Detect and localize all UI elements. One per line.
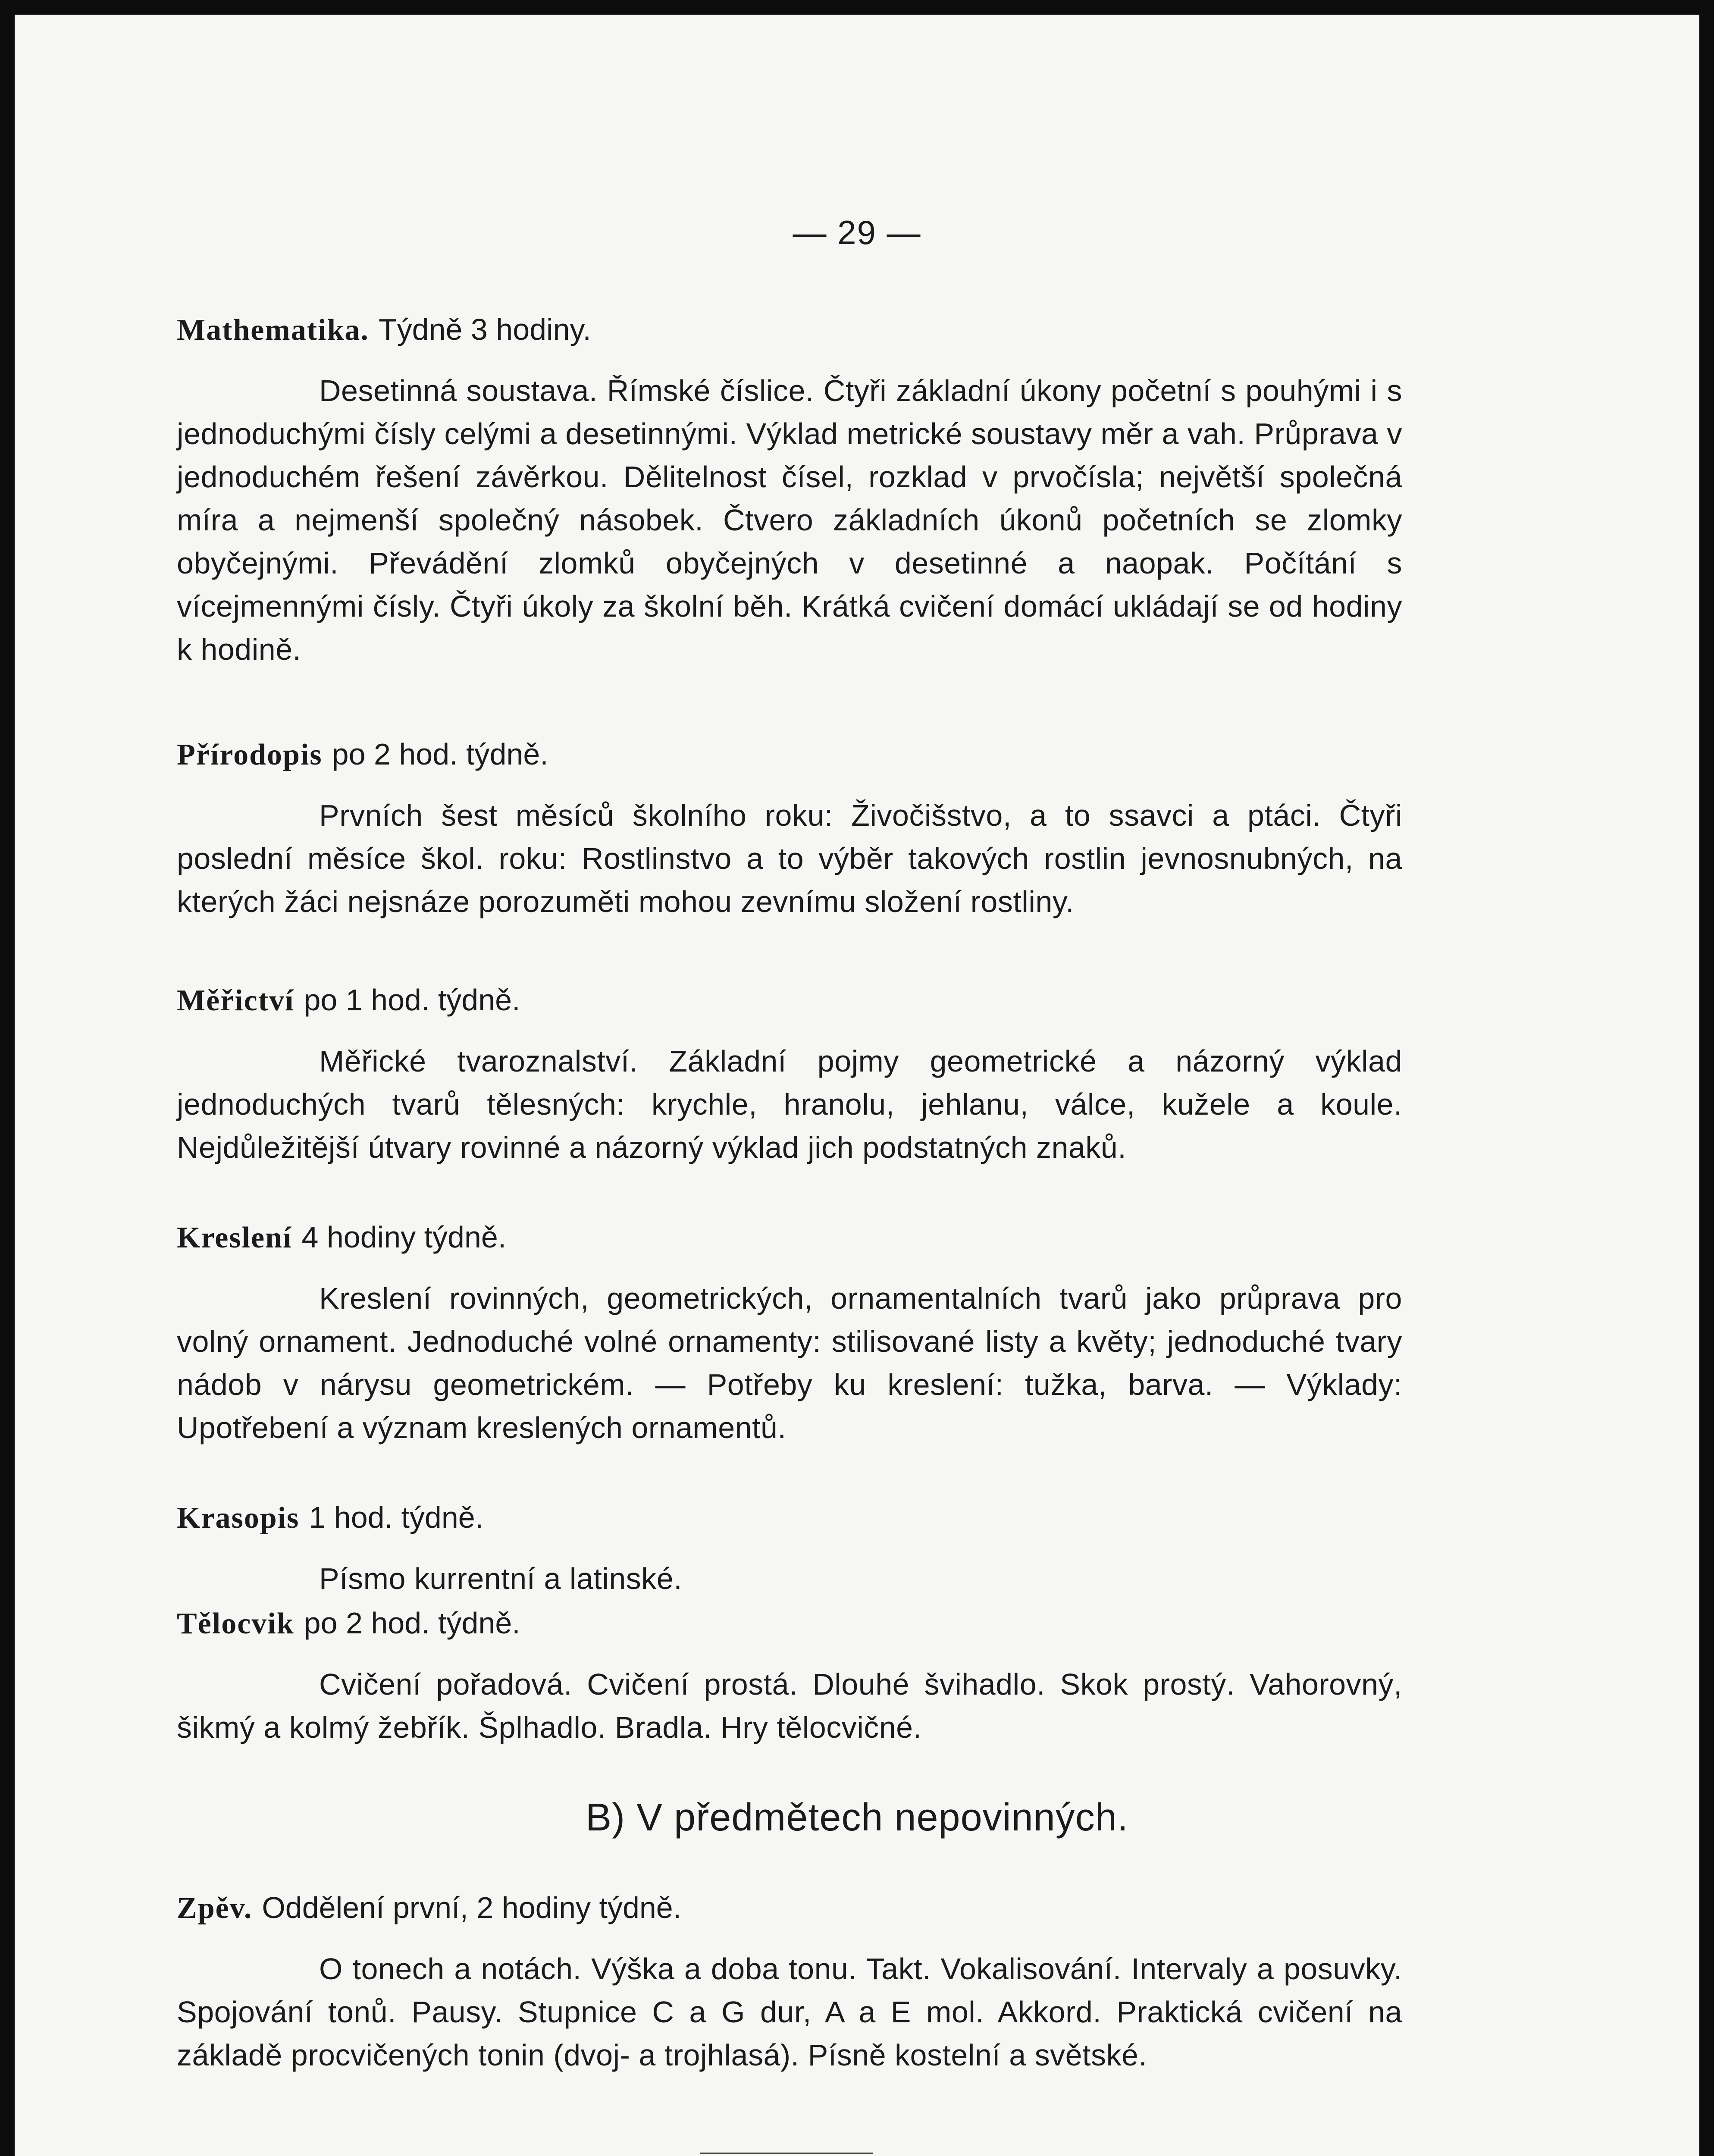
- section-krasopis: [177, 1496, 1402, 1600]
- section-hours: po 2 hod. týdně.: [332, 737, 548, 771]
- section-kresleni: [177, 1216, 1402, 1449]
- closing-divider: [700, 2153, 873, 2154]
- section-telocvik: [177, 1601, 1402, 1749]
- section-hours: 1 hod. týdně.: [309, 1501, 484, 1534]
- section-text: Cvičení pořadová. Cvičení prostá. Dlouhé švihadlo. Skok prostý. Vahorovný, šikmý a kolmý žebřík. Šplhadlo. Bradla. Hry tělocvičné.: [177, 1667, 1402, 1744]
- section-title: Mathematika.: [177, 313, 369, 347]
- section-title: Kreslení: [177, 1221, 292, 1254]
- section-text: O tonech a notách. Výška a doba tonu. Takt. Vokalisování. Intervaly a posuvky. Spojování tonů. Pausy. Stupnice C a G dur, A a E mol. Akkord. Praktická cvičení na základě procvičených tonin (dvoj- a trojhlasá). Písně kostelní a světské.: [177, 1952, 1402, 2072]
- section-merictvi: [177, 978, 1402, 1169]
- section-hours: Týdně 3 hodiny.: [378, 313, 591, 346]
- section-title: Přírodopis: [177, 738, 323, 771]
- section-hours: 4 hodiny týdně.: [301, 1220, 507, 1254]
- section-text: Měřické tvaroznalství. Základní pojmy geometrické a názorný výklad jednoduchých tvarů tělesných: krychle, hranolu, jehlanu, válce, kužele a koule. Nejdůležitější útvary rovinné a názorný výklad jich podstatných znaků.: [177, 1044, 1402, 1164]
- subheading: B) V předmětech nepovinných.: [586, 1796, 1128, 1839]
- section-title: Měřictví: [177, 984, 295, 1017]
- section-title: Tělocvik: [177, 1607, 295, 1640]
- section-hours: Oddělení první, 2 hodiny týdně.: [262, 1891, 682, 1924]
- page-number: — 29 —: [793, 213, 921, 251]
- section-hours: po 1 hod. týdně.: [304, 983, 520, 1017]
- section-text: Prvních šest měsíců školního roku: Živočišstvo, a to ssavci a ptáci. Čtyři poslední měsíce škol. roku: Rostlinstvo a to výběr takových rostlin jevnosnubných, na kterých žáci nejsnáze porozuměti mohou zevnímu složení rostliny.: [177, 799, 1402, 918]
- section-title: Zpěv.: [177, 1892, 253, 1925]
- section-text: Kreslení rovinných, geometrických, ornamentalních tvarů jako průprava pro volný ornament. Jednoduché volné ornamenty: stilisované listy a květy; jednoduché tvary nádob v nárysu geometrickém. — Potřeby ku kreslení: tužka, barva. — Výklady: Upotřebení a význam kreslených ornamentů.: [177, 1282, 1402, 1445]
- section-title: Krasopis: [177, 1501, 300, 1535]
- section-text: Písmo kurrentní a latinské.: [319, 1562, 683, 1595]
- section-mathematika: [177, 308, 1402, 671]
- section-hours: po 2 hod. týdně.: [304, 1606, 520, 1640]
- section-zpev: [177, 1886, 1402, 2077]
- section-prirodopis: [177, 733, 1402, 923]
- section-text: Desetinná soustava. Římské číslice. Čtyři základní úkony početní s pouhými i s jednoduchými čísly celými a desetinnými. Výklad metrické soustavy měr a vah. Průprava v jednoduchém řešení závěrkou. Dělitelnost čísel, rozklad v prvočísla; největší společná míra a nejmenší společný násobek. Čtvero základních úkonů početních se zlomky obyčejnými. Převádění zlomků obyčejných v desetinné a naopak. Počítání s vícejmennými čísly. Čtyři úkoly za školní běh. Krátká cvičení domácí ukládají se od hodiny k hodině.: [177, 374, 1402, 666]
